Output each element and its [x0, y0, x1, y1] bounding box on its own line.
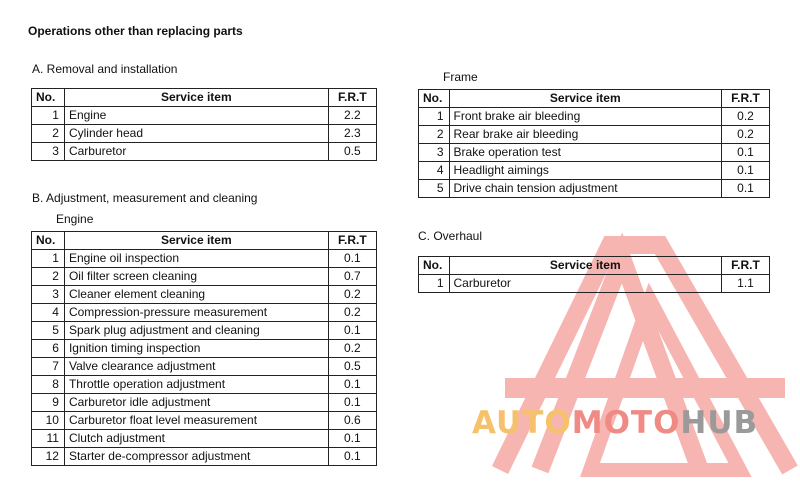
- column-header-service-item: Service item: [449, 257, 722, 275]
- table-row: [32, 340, 377, 358]
- row-service-item: Cylinder head: [64, 125, 328, 143]
- row-service-item: Oil filter screen cleaning: [64, 268, 328, 286]
- table-row: [419, 180, 770, 198]
- row-no: 11: [32, 430, 65, 448]
- row-frt: 0.1: [328, 430, 376, 448]
- row-no: 10: [32, 412, 65, 430]
- row-no: 1: [32, 250, 65, 268]
- table-row: [32, 430, 377, 448]
- column-header-service-item: Service item: [64, 232, 328, 250]
- row-no: 4: [419, 162, 450, 180]
- column-header-no: No.: [419, 90, 450, 108]
- row-frt: 0.2: [328, 286, 376, 304]
- table-header-row: [32, 89, 377, 107]
- watermark-text-hub: HUB: [680, 405, 759, 441]
- row-frt: 0.1: [328, 250, 376, 268]
- row-no: 3: [32, 286, 65, 304]
- row-frt: 2.3: [328, 125, 376, 143]
- table-row: [32, 322, 377, 340]
- row-frt: 0.1: [328, 376, 376, 394]
- table-header-row: [419, 257, 770, 275]
- table-row: [32, 358, 377, 376]
- table-header-row: [419, 90, 770, 108]
- row-service-item: Engine: [64, 107, 328, 125]
- row-service-item: Carburetor: [449, 275, 722, 293]
- row-no: 1: [419, 275, 450, 293]
- column-header-frt: F.R.T: [328, 89, 376, 107]
- table-row: [32, 304, 377, 322]
- watermark-text-moto: MOTO: [571, 405, 681, 441]
- row-no: 9: [32, 394, 65, 412]
- row-no: 12: [32, 448, 65, 466]
- row-no: 3: [32, 143, 65, 161]
- row-frt: 1.1: [722, 275, 770, 293]
- page-title: Operations other than replacing parts: [28, 24, 243, 38]
- table-row: [419, 144, 770, 162]
- row-no: 3: [419, 144, 450, 162]
- row-frt: 0.2: [328, 340, 376, 358]
- column-header-frt: F.R.T: [328, 232, 376, 250]
- row-no: 8: [32, 376, 65, 394]
- row-service-item: Brake operation test: [449, 144, 722, 162]
- table-row: [419, 126, 770, 144]
- section-c-table: [418, 256, 770, 293]
- row-frt: 0.1: [328, 448, 376, 466]
- section-a-heading: A. Removal and installation: [32, 62, 178, 76]
- row-frt: 0.5: [328, 358, 376, 376]
- table-row: [32, 376, 377, 394]
- row-frt: 0.2: [722, 126, 770, 144]
- watermark-text-auto: AUTO: [472, 405, 572, 441]
- row-service-item: Rear brake air bleeding: [449, 126, 722, 144]
- row-service-item: Carburetor idle adjustment: [64, 394, 328, 412]
- row-frt: 0.6: [328, 412, 376, 430]
- row-frt: 0.1: [722, 180, 770, 198]
- column-header-service-item: Service item: [449, 90, 722, 108]
- table-row: [419, 162, 770, 180]
- row-frt: 0.7: [328, 268, 376, 286]
- row-frt: 0.1: [328, 394, 376, 412]
- section-c-heading: C. Overhaul: [418, 229, 483, 243]
- column-header-no: No.: [32, 89, 65, 107]
- table-row: [32, 268, 377, 286]
- column-header-no: No.: [419, 257, 450, 275]
- table-row: [32, 286, 377, 304]
- section-b-table: [31, 231, 377, 466]
- row-no: 2: [419, 126, 450, 144]
- table-row: [32, 394, 377, 412]
- table-row: [419, 108, 770, 126]
- row-no: 2: [32, 125, 65, 143]
- row-no: 1: [419, 108, 450, 126]
- table-row: [32, 448, 377, 466]
- frame-table: [418, 89, 770, 198]
- row-service-item: Valve clearance adjustment: [64, 358, 328, 376]
- row-no: 7: [32, 358, 65, 376]
- section-a-table: [31, 88, 377, 161]
- row-no: 1: [32, 107, 65, 125]
- section-b-heading: B. Adjustment, measurement and cleaning: [32, 191, 258, 205]
- row-service-item: Ignition timing inspection: [64, 340, 328, 358]
- row-service-item: Front brake air bleeding: [449, 108, 722, 126]
- table-row: [32, 107, 377, 125]
- row-service-item: Carburetor float level measurement: [64, 412, 328, 430]
- row-service-item: Compression-pressure measurement: [64, 304, 328, 322]
- row-service-item: Cleaner element cleaning: [64, 286, 328, 304]
- row-no: 5: [32, 322, 65, 340]
- table-row: [32, 250, 377, 268]
- column-header-frt: F.R.T: [722, 257, 770, 275]
- table-row: [419, 275, 770, 293]
- row-no: 4: [32, 304, 65, 322]
- row-frt: 2.2: [328, 107, 376, 125]
- column-header-service-item: Service item: [64, 89, 328, 107]
- row-frt: 0.5: [328, 143, 376, 161]
- row-service-item: Starter de-compressor adjustment: [64, 448, 328, 466]
- table-row: [32, 412, 377, 430]
- row-frt: 0.1: [722, 162, 770, 180]
- row-service-item: Carburetor: [64, 143, 328, 161]
- watermark-text: [472, 405, 758, 441]
- table-header-row: [32, 232, 377, 250]
- row-service-item: Throttle operation adjustment: [64, 376, 328, 394]
- column-header-frt: F.R.T: [722, 90, 770, 108]
- frame-heading: Frame: [443, 70, 478, 84]
- row-no: 2: [32, 268, 65, 286]
- row-service-item: Spark plug adjustment and cleaning: [64, 322, 328, 340]
- row-service-item: Clutch adjustment: [64, 430, 328, 448]
- section-b-subheading: Engine: [56, 212, 94, 226]
- row-service-item: Drive chain tension adjustment: [449, 180, 722, 198]
- table-row: [32, 143, 377, 161]
- column-header-no: No.: [32, 232, 65, 250]
- table-row: [32, 125, 377, 143]
- row-no: 5: [419, 180, 450, 198]
- row-service-item: Headlight aimings: [449, 162, 722, 180]
- row-frt: 0.2: [722, 108, 770, 126]
- row-no: 6: [32, 340, 65, 358]
- row-frt: 0.1: [328, 322, 376, 340]
- row-frt: 0.1: [722, 144, 770, 162]
- row-service-item: Engine oil inspection: [64, 250, 328, 268]
- row-frt: 0.2: [328, 304, 376, 322]
